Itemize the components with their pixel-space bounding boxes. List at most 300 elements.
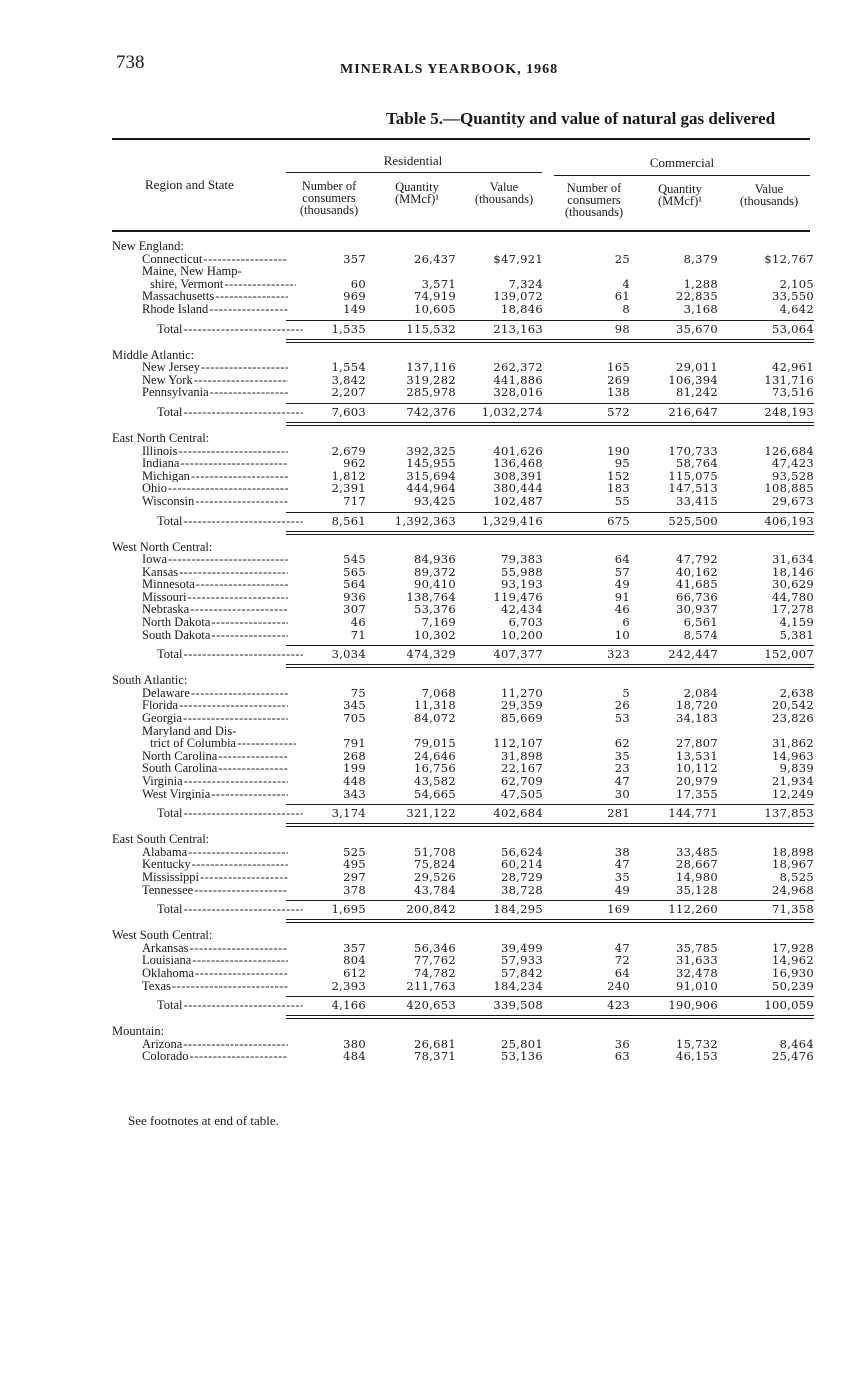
table-cell: 98: [614, 321, 630, 336]
table-cell: 3,842: [331, 372, 366, 387]
commercial-group-rule: [554, 175, 810, 176]
table-cell: 57: [614, 564, 630, 579]
table-cell: 572: [607, 404, 630, 419]
table-cell: 31,898: [500, 748, 543, 763]
table-cell: 35,128: [675, 882, 718, 897]
state-name: Pennsylvania -----: [142, 386, 288, 399]
table-cell: 268: [343, 748, 366, 763]
table-cell: 64: [614, 552, 630, 567]
table-cell: 8,574: [683, 627, 718, 642]
table-cell: 27,807: [675, 736, 718, 751]
region-name: West South Central:: [112, 928, 213, 943]
column-header: Number of consumers (thousands): [564, 181, 624, 219]
table-cell: 17,928: [771, 940, 814, 955]
table-cell: 144,771: [668, 806, 718, 821]
table-cell: 18,846: [500, 301, 543, 316]
table-cell: 62: [614, 736, 630, 751]
state-name: shire, Vermont -----: [150, 278, 296, 291]
table-cell: 248,193: [764, 404, 814, 419]
table-cell: 14,963: [771, 748, 814, 763]
table-cell: 47: [614, 774, 630, 788]
table-cell: 131,716: [764, 372, 814, 387]
table-cell: 213,163: [493, 321, 543, 336]
table-cell: 791: [343, 736, 366, 751]
state-name: Minnesota -----: [142, 578, 288, 591]
table-cell: 402,684: [493, 806, 543, 821]
table-cell: 43,784: [413, 882, 456, 897]
table-cell: 199: [343, 761, 366, 776]
state-name: Iowa -----: [142, 553, 288, 566]
column-header: Quantity (MMcf)¹: [657, 182, 702, 208]
state-name: South Dakota -----: [142, 629, 288, 642]
table-cell: 22,835: [675, 289, 718, 304]
table-cell: 8: [622, 301, 630, 316]
region-name: Mountain:: [112, 1024, 165, 1039]
table-cell: 136,468: [493, 456, 543, 471]
table-cell: 565: [343, 564, 366, 579]
table-cell: 378: [343, 882, 366, 897]
table-cell: 53,136: [500, 1049, 543, 1064]
table-cell: 525,500: [668, 513, 718, 528]
table-cell: 50,239: [771, 978, 814, 993]
table-cell: 20,542: [771, 698, 814, 713]
table-cell: 14,962: [771, 953, 814, 968]
table-cell: 115,075: [668, 468, 718, 483]
state-name: Alabama -----: [142, 846, 288, 859]
table-cell: 17,278: [771, 602, 814, 617]
table-cell: 91: [614, 589, 630, 604]
table-cell: 47,505: [500, 786, 543, 801]
table-cell: 35,670: [675, 321, 718, 336]
total-row: [0, 902, 856, 916]
table-row: [0, 253, 856, 266]
table-cell: 54,665: [413, 786, 456, 801]
state-name: Florida -----: [142, 699, 288, 712]
table-cell: 169: [607, 902, 630, 917]
state-name: West Virginia -----: [142, 788, 288, 801]
table-cell: 10,605: [413, 301, 456, 316]
table-row: [0, 629, 856, 642]
table-cell: 2,393: [331, 978, 366, 993]
table-cell: 380,444: [493, 481, 543, 496]
table-cell: 36: [614, 1036, 630, 1051]
table-row: [0, 303, 856, 316]
table-cell: 79,015: [413, 736, 456, 751]
state-name: Rhode Island -----: [142, 303, 288, 316]
table-cell: 6: [622, 615, 630, 630]
table-cell: 75,824: [413, 857, 456, 872]
table-cell: 612: [343, 965, 366, 980]
table-row: [0, 737, 856, 750]
state-name: South Carolina -----: [142, 762, 288, 775]
region-name: South Atlantic:: [112, 673, 188, 688]
page-number: 738: [116, 52, 145, 73]
table-cell: 41,685: [675, 577, 718, 592]
table-cell: 126,684: [764, 443, 814, 458]
table-cell: 423: [607, 998, 630, 1013]
state-name: Mississippi -----: [142, 871, 288, 884]
table-cell: 84,936: [413, 552, 456, 567]
table-cell: 35: [614, 869, 630, 884]
table-cell: 25,476: [771, 1049, 814, 1064]
table-cell: 190,906: [668, 998, 718, 1013]
table-cell: 34,183: [675, 711, 718, 726]
state-name: Delaware -----: [142, 687, 288, 700]
table-cell: 484: [343, 1049, 366, 1064]
table-cell: 44,780: [771, 589, 814, 604]
table-cell: 91,010: [675, 978, 718, 993]
table-cell: 29,359: [500, 698, 543, 713]
table-cell: 6,703: [508, 615, 543, 630]
table-cell: 53: [614, 711, 630, 726]
table-cell: 18,898: [771, 844, 814, 859]
table-cell: 33,485: [675, 844, 718, 859]
table-row: [0, 386, 856, 399]
table-cell: 401,626: [493, 443, 543, 458]
table-cell: 4: [622, 276, 630, 291]
table-row: [0, 1050, 856, 1063]
table-cell: 46: [350, 615, 366, 630]
table-cell: 308,391: [493, 468, 543, 483]
table-cell: 190: [607, 443, 630, 458]
table-cell: 39,499: [500, 940, 543, 955]
table-row: [0, 553, 856, 566]
table-cell: 145,955: [406, 456, 456, 471]
table-cell: 211,763: [406, 978, 456, 993]
table-cell: 29,526: [413, 869, 456, 884]
column-header: Quantity (MMcf)¹: [394, 180, 439, 206]
table-cell: 38,728: [500, 882, 543, 897]
table-cell: 8,525: [779, 869, 814, 884]
table-cell: 7,068: [421, 685, 456, 700]
total-double-rule: [0, 528, 856, 536]
total-label: Total -----: [157, 902, 303, 916]
total-double-rule: [0, 661, 856, 669]
table-cell: 26,437: [413, 251, 456, 266]
table-row: [0, 495, 856, 508]
table-cell: 149: [343, 301, 366, 316]
column-header: Number of consumers (thousands): [299, 179, 359, 217]
table-cell: 345: [343, 698, 366, 713]
state-name: Indiana -----: [142, 457, 288, 470]
table-cell: 17,355: [675, 786, 718, 801]
table-cell: 564: [343, 577, 366, 592]
table-row: [0, 980, 856, 993]
table-cell: 10,112: [675, 761, 718, 776]
table-cell: 53,376: [413, 602, 456, 617]
table-cell: 58,764: [675, 456, 718, 471]
table-cell: 30,629: [771, 577, 814, 592]
table-cell: 18,967: [771, 857, 814, 872]
table-cell: 13,531: [675, 748, 718, 763]
state-name: Wisconsin -----: [142, 495, 288, 508]
table-cell: 183: [607, 481, 630, 496]
table-cell: 8,379: [683, 251, 718, 266]
table-cell: 18,720: [675, 698, 718, 713]
table-cell: 29,673: [771, 493, 814, 508]
table-cell: 28,729: [500, 869, 543, 884]
state-name: Virginia -----: [142, 775, 288, 788]
table-cell: 138,764: [406, 589, 456, 604]
table-cell: 11,270: [500, 685, 543, 700]
table-cell: 62,709: [500, 774, 543, 788]
table-cell: 47: [614, 857, 630, 872]
table-cell: 106,394: [668, 372, 718, 387]
table-cell: 30,937: [675, 602, 718, 617]
table-cell: 35: [614, 748, 630, 763]
table-cell: 56,346: [413, 940, 456, 955]
region-name: Middle Atlantic:: [112, 347, 195, 362]
table-cell: 10: [614, 627, 630, 642]
table-row: [0, 967, 856, 980]
table-top-rule: [112, 138, 810, 140]
table-cell: 328,016: [493, 385, 543, 400]
state-name: Arizona -----: [142, 1038, 288, 1051]
state-name: Illinois -----: [142, 445, 288, 458]
table-cell: 3,034: [331, 647, 366, 662]
total-label: Total -----: [157, 806, 303, 820]
table-cell: 112,260: [668, 902, 718, 917]
state-name: Ohio -----: [142, 482, 288, 495]
region-name: West North Central:: [112, 539, 213, 554]
header-bottom-rule: [112, 230, 810, 232]
table-cell: 108,885: [764, 481, 814, 496]
table-row: [0, 616, 856, 629]
table-cell: 242,447: [668, 647, 718, 662]
state-name: trict of Columbia -----: [150, 737, 296, 750]
table-cell: 380: [343, 1036, 366, 1051]
table-cell: 339,508: [493, 998, 543, 1013]
state-name: Louisiana -----: [142, 954, 288, 967]
table-cell: 406,193: [764, 513, 814, 528]
table-cell: 717: [343, 493, 366, 508]
table-cell: 56,624: [500, 844, 543, 859]
table-cell: 49: [614, 882, 630, 897]
table-cell: 152,007: [764, 647, 814, 662]
table-cell: 24,646: [413, 748, 456, 763]
table-cell: 319,282: [406, 372, 456, 387]
table-cell: 10,302: [413, 627, 456, 642]
table-cell: 22,167: [500, 761, 543, 776]
table-cell: 33,550: [771, 289, 814, 304]
table-cell: 23,826: [771, 711, 814, 726]
table-cell: 53,064: [771, 321, 814, 336]
table-cell: 46: [614, 602, 630, 617]
region-header: Region and State: [145, 177, 234, 192]
table-cell: 6,561: [683, 615, 718, 630]
table-title: Table 5.—Quantity and value of natural gas delivered: [386, 109, 776, 128]
table-cell: 47,423: [771, 456, 814, 471]
table-cell: 7,169: [421, 615, 456, 630]
region-name: East North Central:: [112, 430, 210, 445]
table-cell: 184,295: [493, 902, 543, 917]
total-double-rule: [0, 1012, 856, 1020]
table-cell: 63: [614, 1049, 630, 1064]
table-cell: 57,933: [500, 953, 543, 968]
region-heading-row: [0, 833, 856, 846]
state-name: Connecticut -----: [142, 253, 288, 266]
table-cell: 16,756: [413, 761, 456, 776]
table-cell: 3,571: [421, 276, 456, 291]
table-cell: 137,116: [406, 360, 456, 375]
table-cell: 71: [350, 627, 366, 642]
table-cell: 35,785: [675, 940, 718, 955]
table-cell: 16,930: [771, 965, 814, 980]
table-cell: 3,174: [331, 806, 366, 821]
table-cell: 12,249: [771, 786, 814, 801]
region-name: New England:: [112, 239, 184, 253]
table-cell: 4,642: [779, 301, 814, 316]
table-cell: 495: [343, 857, 366, 872]
table-cell: 55,988: [500, 564, 543, 579]
table-row: [0, 712, 856, 725]
table-cell: 60: [350, 276, 366, 291]
table-cell: 81,242: [675, 385, 718, 400]
residential-group-label: Residential: [383, 153, 443, 168]
table-cell: 392,325: [406, 443, 456, 458]
running-head: MINERALS YEARBOOK, 1968: [340, 62, 559, 77]
table-cell: 95: [614, 456, 630, 471]
total-label: Total -----: [157, 647, 303, 661]
table-cell: 31,633: [675, 953, 718, 968]
table-cell: 281: [607, 806, 630, 821]
state-name: Texas -----: [142, 980, 288, 993]
table-cell: 200,842: [406, 902, 456, 917]
region-heading-row: [0, 432, 856, 445]
table-cell: $47,921: [493, 251, 543, 266]
table-cell: 343: [343, 786, 366, 801]
state-name: Georgia -----: [142, 712, 288, 725]
table-cell: 49: [614, 577, 630, 592]
state-name: Kentucky -----: [142, 858, 288, 871]
table-cell: 137,853: [764, 806, 814, 821]
table-cell: 93,425: [413, 493, 456, 508]
table-cell: 9,839: [779, 761, 814, 776]
total-row: [0, 405, 856, 419]
table-cell: 60,214: [500, 857, 543, 872]
region-heading-row: [0, 674, 856, 687]
table-cell: 51,708: [413, 844, 456, 859]
table-cell: 525: [343, 844, 366, 859]
table-cell: 11,318: [413, 698, 456, 713]
table-cell: 742,376: [406, 404, 456, 419]
table-cell: 14,980: [675, 869, 718, 884]
table-cell: 170,733: [668, 443, 718, 458]
table-cell: 79,383: [500, 552, 543, 567]
table-cell: 24,968: [771, 882, 814, 897]
table-cell: 4,166: [331, 998, 366, 1013]
table-row: [0, 578, 856, 591]
table-cell: 448: [343, 774, 366, 788]
table-cell: 2,638: [779, 685, 814, 700]
table-cell: 969: [343, 289, 366, 304]
total-label: Total -----: [157, 405, 303, 419]
table-cell: 84,072: [413, 711, 456, 726]
table-cell: 8,464: [779, 1036, 814, 1051]
region-name: East South Central:: [112, 832, 210, 847]
state-name: North Dakota -----: [142, 616, 288, 629]
table-cell: 357: [343, 251, 366, 266]
table-cell: 1,288: [683, 276, 718, 291]
region-heading-row: [0, 240, 856, 253]
table-cell: 262,372: [493, 360, 543, 375]
table-cell: 89,372: [413, 564, 456, 579]
region-heading-row: [0, 929, 856, 942]
total-row: [0, 322, 856, 336]
table-cell: 1,392,363: [394, 513, 456, 528]
table-cell: 30: [614, 786, 630, 801]
table-cell: 2,207: [331, 385, 366, 400]
table-cell: 93,528: [771, 468, 814, 483]
table-cell: 357: [343, 940, 366, 955]
state-name: Missouri -----: [142, 591, 288, 604]
table-cell: 40,162: [675, 564, 718, 579]
table-cell: 31,862: [771, 736, 814, 751]
table-row: [0, 457, 856, 470]
table-cell: 804: [343, 953, 366, 968]
table-cell: 21,934: [771, 774, 814, 788]
column-header: Value (thousands): [739, 182, 799, 208]
total-row: [0, 647, 856, 661]
table-cell: 102,487: [493, 493, 543, 508]
state-name: New Jersey -----: [142, 361, 288, 374]
table-row: [0, 775, 856, 788]
table-cell: 420,653: [406, 998, 456, 1013]
state-name: Tennessee -----: [142, 884, 288, 897]
state-name: New York -----: [142, 374, 288, 387]
total-label: Total -----: [157, 514, 303, 528]
total-double-rule: [0, 916, 856, 924]
table-cell: 32,478: [675, 965, 718, 980]
table-cell: 61: [614, 289, 630, 304]
table-cell: 18,146: [771, 564, 814, 579]
state-name: Maryland and Dis-: [142, 724, 237, 738]
table-cell: 42,961: [771, 360, 814, 375]
table-cell: 64: [614, 965, 630, 980]
table-cell: 321,122: [406, 806, 456, 821]
table-cell: 1,812: [331, 468, 366, 483]
table-cell: 441,886: [493, 372, 543, 387]
table-cell: 269: [607, 372, 630, 387]
table-cell: 2,105: [779, 276, 814, 291]
total-double-rule: [0, 419, 856, 427]
table-cell: 2,391: [331, 481, 366, 496]
table-cell: 47: [614, 940, 630, 955]
table-cell: 962: [343, 456, 366, 471]
table-cell: 152: [607, 468, 630, 483]
table-cell: 936: [343, 589, 366, 604]
table-cell: 15,732: [675, 1036, 718, 1051]
state-name: Colorado -----: [142, 1050, 288, 1063]
table-cell: 78,371: [413, 1049, 456, 1064]
table-cell: 47,792: [675, 552, 718, 567]
table-cell: 25: [614, 251, 630, 266]
table-cell: 33,415: [675, 493, 718, 508]
table-cell: 4,159: [779, 615, 814, 630]
table-cell: 23: [614, 761, 630, 776]
table-cell: 165: [607, 360, 630, 375]
table-cell: 77,762: [413, 953, 456, 968]
table-cell: 74,782: [413, 965, 456, 980]
table-cell: 28,667: [675, 857, 718, 872]
table-cell: 43,582: [413, 774, 456, 788]
table-cell: 2,084: [683, 685, 718, 700]
table-cell: 115,532: [406, 321, 456, 336]
table-cell: 8,561: [331, 513, 366, 528]
table-cell: 675: [607, 513, 630, 528]
table-cell: 66,736: [675, 589, 718, 604]
table-cell: 545: [343, 552, 366, 567]
